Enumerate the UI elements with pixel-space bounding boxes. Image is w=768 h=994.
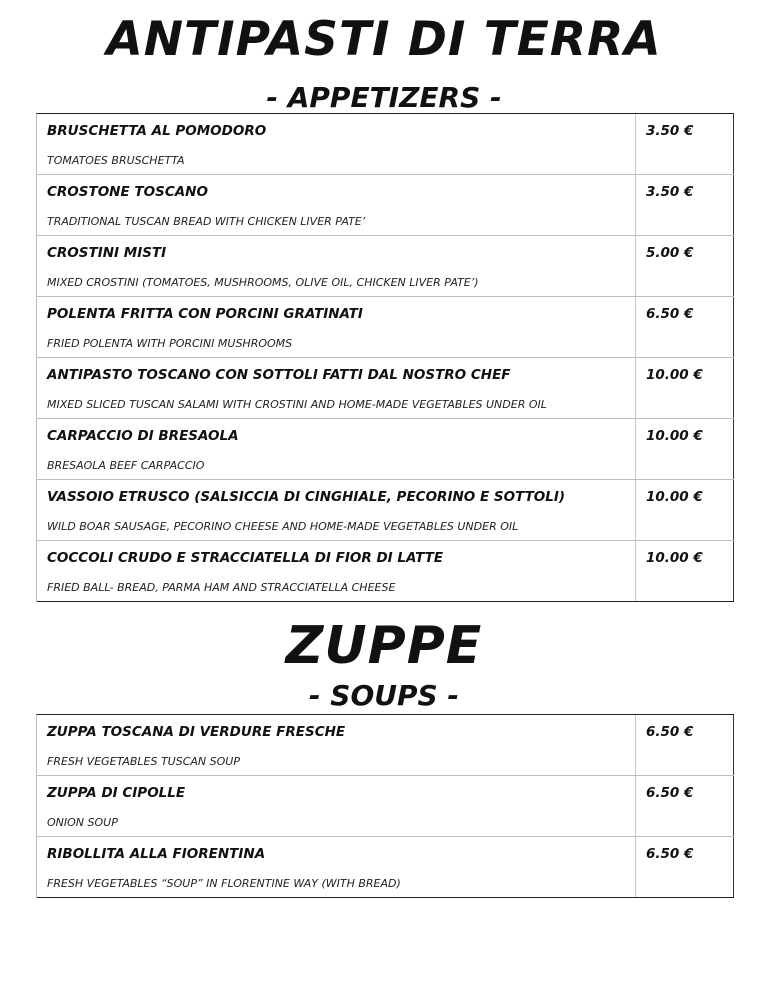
item-price: 10.00 € xyxy=(646,489,703,505)
item-description: TRADITIONAL TUSCAN BREAD WITH CHICKEN LIVER PATE’ xyxy=(47,215,366,228)
menu-item-row xyxy=(37,837,734,898)
item-price: 3.50 € xyxy=(646,184,694,200)
item-price: 6.50 € xyxy=(646,846,694,862)
item-name: ZUPPA DI CIPOLLE xyxy=(47,785,186,801)
item-description: BRESAOLA BEEF CARPACCIO xyxy=(47,459,205,472)
price-cell xyxy=(636,236,734,296)
appetizers-section-title: ANTIPASTI DI TERRA xyxy=(106,12,662,67)
price-cell xyxy=(636,480,734,540)
item-price: 5.00 € xyxy=(646,245,694,261)
item-price: 6.50 € xyxy=(646,306,694,322)
menu-item-row xyxy=(37,776,734,837)
item-description: WILD BOAR SAUSAGE, PECORINO CHEESE AND HOME-MADE VEGETABLES UNDER OIL xyxy=(47,520,519,533)
item-description: FRIED POLENTA WITH PORCINI MUSHROOMS xyxy=(47,337,293,350)
item-cell xyxy=(37,776,636,836)
item-description: MIXED CROSTINI (TOMATOES, MUSHROOMS, OLIVE OIL, CHICKEN LIVER PATE’) xyxy=(47,276,479,289)
menu-item-row xyxy=(37,297,734,358)
menu-item-row xyxy=(37,358,734,419)
item-name: BRUSCHETTA AL POMODORO xyxy=(47,123,267,139)
item-name: VASSOIO ETRUSCO (SALSICCIA DI CINGHIALE, PECORINO E SOTTOLI) xyxy=(47,489,566,505)
menu-item-row xyxy=(37,541,734,602)
item-price: 10.00 € xyxy=(646,428,703,444)
item-cell xyxy=(37,175,636,235)
soups-section-title: ZUPPE xyxy=(285,616,483,676)
item-description: FRESH VEGETABLES “SOUP” IN FLORENTINE WAY (WITH BREAD) xyxy=(47,877,401,890)
price-cell xyxy=(636,776,734,836)
item-name: ZUPPA TOSCANA DI VERDURE FRESCHE xyxy=(47,724,346,740)
price-cell xyxy=(636,715,734,775)
item-name: CROSTONE TOSCANO xyxy=(47,184,208,200)
item-description: ONION SOUP xyxy=(47,816,118,829)
item-cell xyxy=(37,297,636,357)
soups-section-subtitle: - SOUPS - xyxy=(308,679,460,712)
item-name: POLENTA FRITTA CON PORCINI GRATINATI xyxy=(47,306,363,322)
appetizers-section-subtitle: - APPETIZERS - xyxy=(266,81,502,114)
item-cell xyxy=(37,480,636,540)
soups-table xyxy=(36,714,734,898)
menu-item-row xyxy=(37,419,734,480)
price-cell xyxy=(636,358,734,418)
menu-item-row xyxy=(37,480,734,541)
price-cell xyxy=(636,541,734,601)
price-cell xyxy=(636,175,734,235)
item-description: MIXED SLICED TUSCAN SALAMI WITH CROSTINI AND HOME-MADE VEGETABLES UNDER OIL xyxy=(47,398,547,411)
item-description: FRIED BALL- BREAD, PARMA HAM AND STRACCIATELLA CHEESE xyxy=(47,581,396,594)
appetizers-table xyxy=(36,113,734,602)
item-cell xyxy=(37,114,636,174)
item-name: CARPACCIO DI BRESAOLA xyxy=(47,428,239,444)
item-price: 3.50 € xyxy=(646,123,694,139)
item-price: 10.00 € xyxy=(646,367,703,383)
item-name: RIBOLLITA ALLA FIORENTINA xyxy=(47,846,266,862)
item-description: FRESH VEGETABLES TUSCAN SOUP xyxy=(47,755,240,768)
item-description: TOMATOES BRUSCHETTA xyxy=(47,154,185,167)
item-cell xyxy=(37,837,636,897)
item-name: COCCOLI CRUDO E STRACCIATELLA DI FIOR DI LATTE xyxy=(47,550,444,566)
item-name: CROSTINI MISTI xyxy=(47,245,167,261)
menu-item-row xyxy=(37,236,734,297)
price-cell xyxy=(636,837,734,897)
price-cell xyxy=(636,297,734,357)
item-price: 10.00 € xyxy=(646,550,703,566)
price-cell xyxy=(636,419,734,479)
item-price: 6.50 € xyxy=(646,724,694,740)
menu-item-row xyxy=(37,715,734,776)
item-name: ANTIPASTO TOSCANO CON SOTTOLI FATTI DAL NOSTRO CHEF xyxy=(47,367,511,383)
item-cell xyxy=(37,419,636,479)
item-cell xyxy=(37,715,636,775)
item-cell xyxy=(37,358,636,418)
menu-item-row xyxy=(37,175,734,236)
price-cell xyxy=(636,114,734,174)
item-price: 6.50 € xyxy=(646,785,694,801)
menu-item-row xyxy=(37,114,734,175)
item-cell xyxy=(37,236,636,296)
item-cell xyxy=(37,541,636,601)
